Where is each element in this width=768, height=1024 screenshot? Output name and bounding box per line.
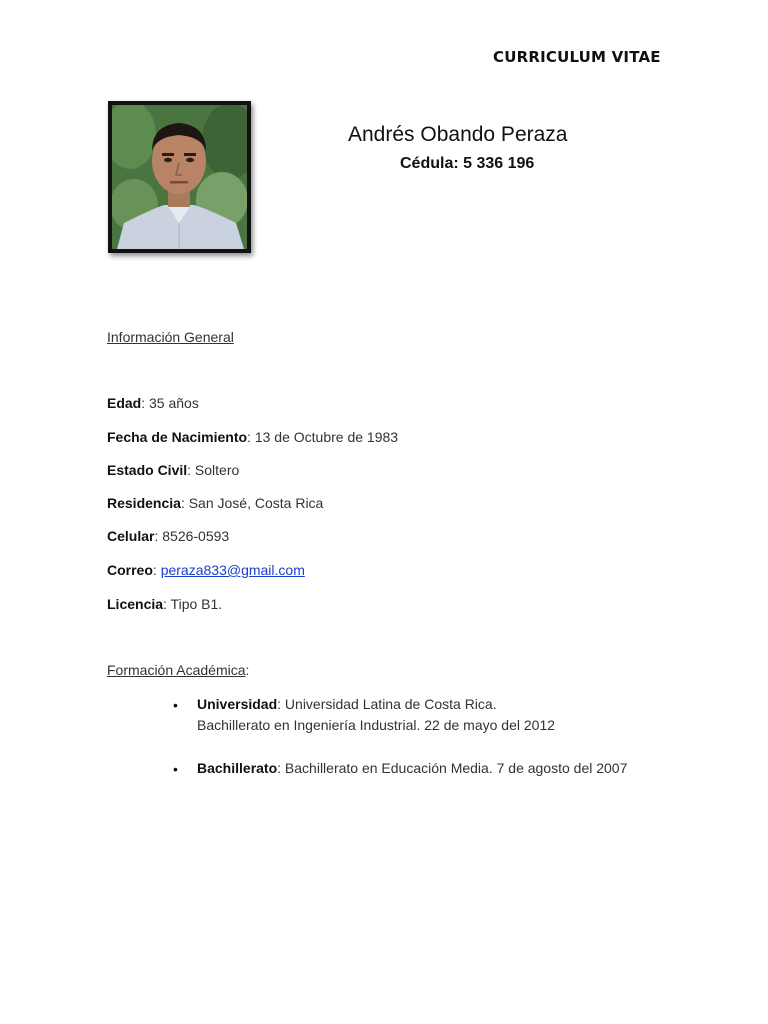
field-license [107,596,222,612]
field-marital-status [107,462,239,478]
bullet-icon: • [173,761,178,777]
field-value: : 35 años [141,395,199,411]
field-value: : San José, Costa Rica [180,495,324,511]
field-value: : [152,562,161,578]
section-title-suffix: : [245,662,250,678]
field-label: Correo [107,562,153,578]
bullet-icon: • [173,697,178,713]
field-label: Residencia [107,495,181,511]
field-label: Licencia [107,596,164,612]
item-label: Bachillerato [197,760,278,776]
field-value: : Soltero [187,462,240,478]
candidate-name: Andrés Obando Peraza [348,123,568,146]
field-email [107,562,305,578]
document-title: CURRICULUM VITAE [493,48,661,66]
field-phone [107,528,229,544]
field-label: Edad [107,395,142,411]
list-item-highschool [197,758,627,779]
field-value: : 8526-0593 [154,528,230,544]
item-label: Universidad [197,696,278,712]
list-item-university [197,694,555,736]
section-academic-heading [107,662,249,678]
field-birthdate [107,429,398,445]
item-detail: Bachillerato en Ingeniería Industrial. 22 de mayo del 2012 [197,717,556,733]
field-residence [107,495,323,511]
email-link[interactable]: peraza833@gmail.com [160,562,305,578]
section-title-academic: Formación Académica [107,662,246,678]
field-value: : 13 de Octubre de 1983 [247,429,399,445]
field-label: Celular [107,528,155,544]
candidate-id: Cédula: 5 336 196 [400,155,535,172]
field-label: Estado Civil [107,462,188,478]
person-portrait-icon [112,105,247,249]
field-value: : Tipo B1. [163,596,223,612]
field-age [107,395,199,411]
item-value: : Universidad Latina de Costa Rica. [277,696,497,712]
profile-photo-image [112,105,247,249]
section-title-general: Información General [107,329,234,345]
profile-photo [108,101,251,253]
field-label: Fecha de Nacimiento [107,429,248,445]
item-value: : Bachillerato en Educación Media. 7 de agosto del 2007 [277,760,628,776]
